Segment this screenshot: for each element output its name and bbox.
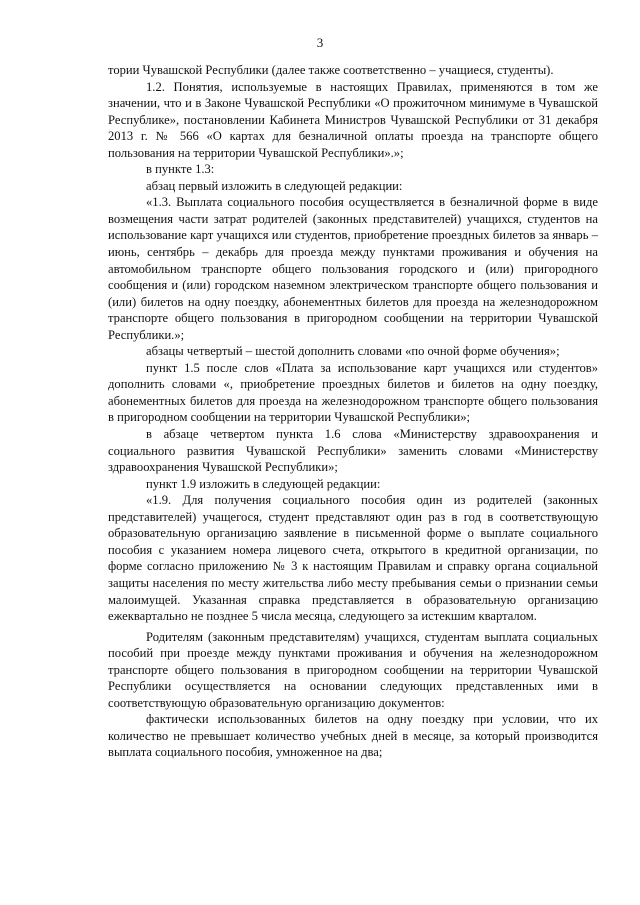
paragraph: пункт 1.9 изложить в следующей редакции: xyxy=(146,476,381,491)
paragraph: в пункте 1.3: xyxy=(146,162,215,177)
page-number: 3 xyxy=(316,35,324,50)
document-body xyxy=(108,62,598,761)
paragraph: абзацы четвертый – шестой дополнить словами «по очной форме обучения»; xyxy=(146,344,560,359)
paragraph: абзац первый изложить в следующей редакции: xyxy=(146,178,403,193)
paragraph: пункт 1.5 после слов «Плата за использование карт учащихся или студентов» дополнить словами «, приобретение проездных билетов и билетов на одну поездку, абонементных билетов для проезда на железнодорожном транспорте общего пользования в пригородном сообщении на территории Чувашской Республики»; xyxy=(108,360,598,425)
paragraph: «1.3. Выплата социального пособия осуществляется в безналичной форме в виде возмещения части затрат родителей (законных представителей) учащихся, студентов на использование карт учащихся или студентов, приобретение проездных билетов за январь – июнь, сентябрь – декабрь для проезда между пунктами проживания и обучения на автомобильном транспорте общего пользования городского и (или) пригородного сообщения и (или) городском наземном электрическом транспорте общего пользования и (или) билетов на одну поездку, абонементных билетов для проезда на железнодорожном транспорте общего пользования в пригородном сообщении на территории Чувашской Республики.»; xyxy=(108,195,598,342)
paragraph: «1.9. Для получения социального пособия один из родителей (законных представителей) учащегося, студент представляют один раз в год в соответствующую образовательную организацию заявление в письменной форме о выплате социального пособия с указанием номера лицевого счета, открытого в кредитной организации, по форме согласно приложению № 3 к настоящим Правилам и справку органа социальной защиты населения по месту жительства либо месту пребывания семьи о признании семьи малоимущей. Указанная справка представляется в образовательную организацию ежеквартально не позднее 5 числа месяца, следующего за истекшим кварталом. xyxy=(108,493,598,624)
paragraph: 1.2. Понятия, используемые в настоящих Правилах, применяются в том же значении, что и в Законе Чувашской Республики «О прожиточном минимуме в Чувашской Республике», постановлении Кабинета Министров Чувашской Республики от 31 декабря 2013 г. № 566 «О картах для безналичной оплаты проезда на транспорте общего пользования на территории Чувашской Республики».»; xyxy=(108,79,598,160)
paragraph: фактически использованных билетов на одну поездку при условии, что их количество не превышает количество учебных дней в месяце, за который производится выплата социального пособия, умноженное на два; xyxy=(108,712,598,760)
paragraph: тории Чувашской Республики (далее также соответственно – учащиеся, студенты). xyxy=(108,63,554,77)
paragraph: в абзаце четвертом пункта 1.6 слова «Министерству здравоохранения и социального развития Чувашской Республики» заменить словами «Министерству здравоохранения Чувашской Республики»; xyxy=(108,427,598,475)
paragraph: Родителям (законным представителям) учащихся, студентам выплата социальных пособий при проезде между пунктами проживания и обучения на железнодорожном транспорте общего пользования в пригородном сообщении на территории Чувашской Республики осуществляется на основании следующих представленных ими в соответствующую образовательную организацию документов: xyxy=(108,629,598,710)
